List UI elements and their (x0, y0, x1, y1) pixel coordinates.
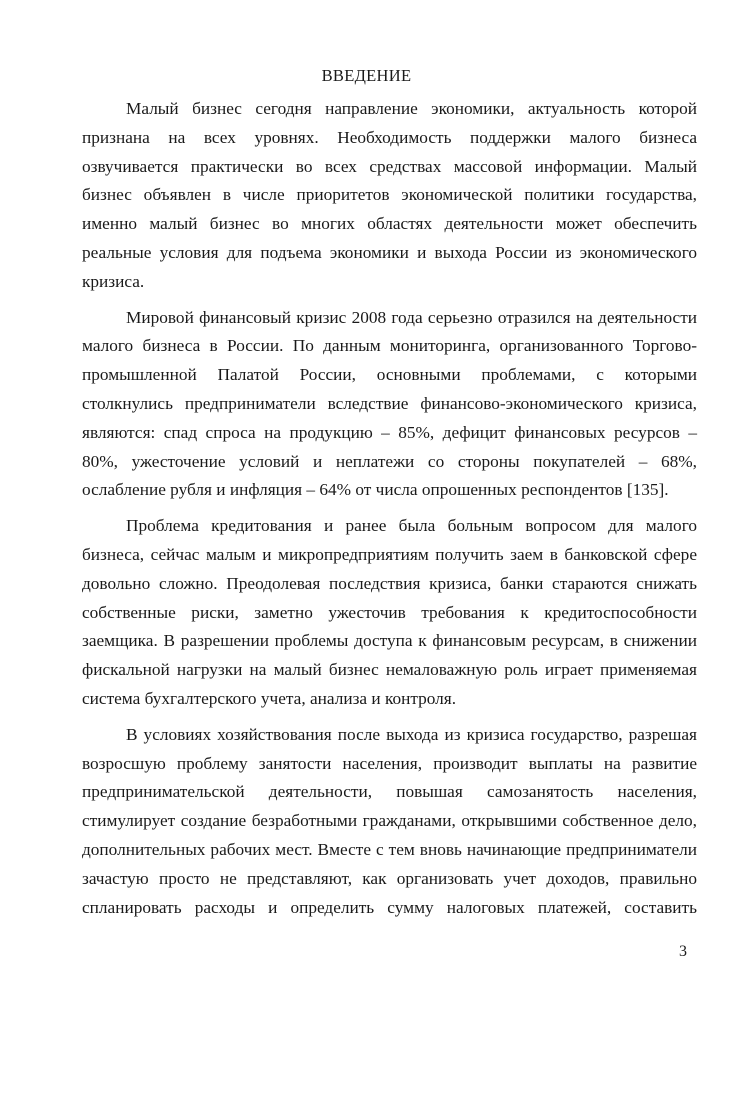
paragraph-3-line-6: фискальной нагрузки на малый бизнес немаловажную роль играет применяемая (82, 660, 697, 680)
page-number: 3 (679, 943, 687, 960)
paragraph-4-line-1: В условиях хозяйствования после выхода из кризиса государство, разрешая (126, 724, 697, 744)
paragraph-3-line-4: собственные риски, заметно ужесточив требования к кредитоспособности (82, 602, 697, 622)
paragraph-2-line-4: столкнулись предприниматели вследствие финансово-экономического кризиса, (82, 393, 697, 413)
paragraph-3-line-1: Проблема кредитования и ранее была больным вопросом для малого (126, 516, 697, 536)
paragraph-2-line-7: ослабление рубля и инфляция – 64% от числа опрошенных респондентов [135]. (82, 480, 669, 500)
paragraph-2-line-6: 80%, ужесточение условий и неплатежи со стороны покупателей – 68%, (82, 451, 697, 471)
paragraph-4-line-6: зачастую просто не представляют, как организовать учет доходов, правильно (82, 868, 697, 888)
paragraph-4-line-7: спланировать расходы и определить сумму налоговых платежей, составить (82, 897, 697, 917)
paragraph-4-line-5: дополнительных рабочих мест. Вместе с тем вновь начинающие предприниматели (82, 839, 697, 859)
paragraph-3-line-3: довольно сложно. Преодолевая последствия кризиса, банки стараются снижать (82, 573, 697, 593)
paragraph-1-line-3: озвучивается практически во всех средствах массовой информации. Малый (82, 156, 697, 176)
paragraph-1-line-4: бизнес объявлен в числе приоритетов экономической политики государства, (82, 185, 697, 205)
paragraph-2-line-2: малого бизнеса в России. По данным мониторинга, организованного Торгово- (82, 336, 697, 356)
paragraph-2 (82, 304, 697, 506)
document-body (82, 95, 697, 922)
paragraph-4-line-4: стимулирует создание безработными гражданами, открывшими собственное дело, (82, 811, 697, 831)
paragraph-4 (82, 721, 697, 923)
paragraph-4-line-3: предпринимательской деятельности, повышая самозанятость населения, (82, 782, 697, 802)
paragraph-1-line-6: реальные условия для подъема экономики и выхода России из экономического (82, 242, 697, 262)
paragraph-3-line-7: система бухгалтерского учета, анализа и контроля. (82, 688, 457, 708)
paragraph-1-line-7: кризиса. (82, 271, 145, 291)
document-title: ВВЕДЕНИЕ (321, 66, 412, 85)
paragraph-2-line-3: промышленной Палатой России, основными проблемами, с которыми (82, 365, 697, 385)
paragraph-2-line-1: Мировой финансовый кризис 2008 года серьезно отразился на деятельности (126, 307, 697, 327)
paragraph-2-line-5: являются: спад спроса на продукцию – 85%, дефицит финансовых ресурсов – (82, 422, 697, 442)
paragraph-3-line-5: заемщика. В разрешении проблемы доступа к финансовым ресурсам, в снижении (82, 631, 697, 651)
paragraph-3 (82, 512, 697, 714)
paragraph-1-line-2: признана на всех уровнях. Необходимость поддержки малого бизнеса (82, 127, 697, 147)
paragraph-4-line-2: возросшую проблему занятости населения, производит выплаты на развитие (82, 753, 697, 773)
paragraph-1 (82, 95, 697, 297)
paragraph-1-line-1: Малый бизнес сегодня направление экономики, актуальность которой (126, 99, 697, 118)
paragraph-1-line-5: именно малый бизнес во многих областях деятельности может обеспечить (82, 214, 697, 234)
paragraph-3-line-2: бизнеса, сейчас малым и микропредприятиям получить заем в банковской сфере (82, 544, 697, 564)
